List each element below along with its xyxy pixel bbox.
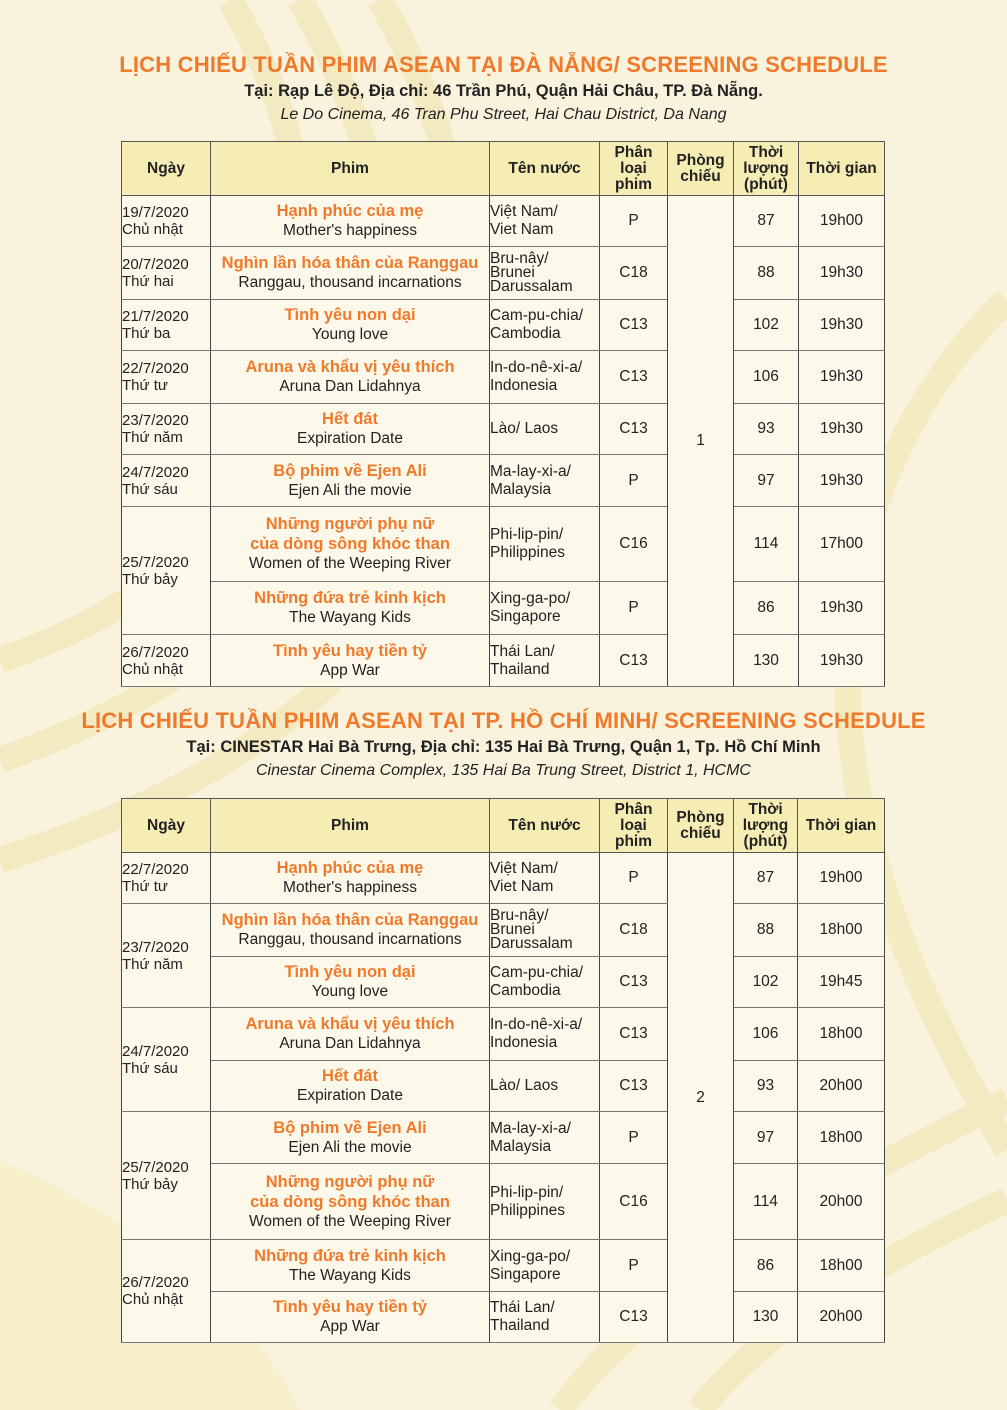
film-cell: Tình yêu non dại Young love bbox=[211, 300, 490, 351]
header-date: Ngày bbox=[122, 142, 211, 196]
film-cell: Tình yêu non dại Young love bbox=[211, 957, 490, 1008]
country-cell: Ma-lay-xi-a/ Malaysia bbox=[490, 1112, 600, 1164]
table-row bbox=[122, 455, 885, 507]
country-cell: Bru-nây/ Brunei Darussalam bbox=[490, 247, 600, 300]
class-cell: C13 bbox=[600, 635, 668, 687]
date-cell: 24/7/2020 Thứ sáu bbox=[122, 455, 211, 507]
duration-cell: 97 bbox=[734, 455, 799, 507]
class-cell: C13 bbox=[600, 957, 668, 1008]
duration-cell: 114 bbox=[734, 507, 799, 582]
duration-cell: 88 bbox=[734, 247, 799, 300]
country-cell: Xing-ga-po/ Singapore bbox=[490, 582, 600, 635]
table-row bbox=[122, 853, 885, 904]
time-cell: 20h00 bbox=[798, 1061, 885, 1112]
duration-cell: 102 bbox=[734, 957, 798, 1008]
film-cell: Tình yêu hay tiền tỷ App War bbox=[211, 635, 490, 687]
class-cell: C18 bbox=[600, 904, 668, 957]
duration-cell: 106 bbox=[734, 351, 799, 404]
country-cell: In-do-nê-xi-a/ Indonesia bbox=[490, 351, 600, 404]
table-row bbox=[122, 582, 885, 635]
header-duration: Thời lượng (phút) bbox=[734, 799, 798, 853]
country-cell: Phi-lip-pin/ Philippines bbox=[490, 1164, 600, 1240]
table-row bbox=[122, 404, 885, 455]
country-cell: Thái Lan/ Thailand bbox=[490, 635, 600, 687]
country-cell: Thái Lan/ Thailand bbox=[490, 1292, 600, 1343]
hcm-section bbox=[0, 707, 1007, 783]
duration-cell: 130 bbox=[734, 1292, 798, 1343]
danang-venue-en: Le Do Cinema, 46 Tran Phu Street, Hai Chau District, Da Nang bbox=[280, 106, 727, 123]
time-cell: 20h00 bbox=[798, 1292, 885, 1343]
country-cell: Ma-lay-xi-a/ Malaysia bbox=[490, 455, 600, 507]
time-cell: 18h00 bbox=[798, 904, 885, 957]
class-cell: P bbox=[600, 196, 668, 247]
header-film: Phim bbox=[211, 799, 490, 853]
table-row bbox=[122, 1061, 885, 1112]
class-cell: P bbox=[600, 582, 668, 635]
table-row bbox=[122, 300, 885, 351]
date-cell: 26/7/2020 Chủ nhật bbox=[122, 635, 211, 687]
film-cell: Nghìn lần hóa thân của Ranggau Ranggau, thousand incarnations bbox=[211, 247, 490, 300]
danang-title: LỊCH CHIẾU TUẦN PHIM ASEAN TẠI ĐÀ NẴNG/ SCREENING SCHEDULE bbox=[119, 52, 888, 77]
country-cell: Cam-pu-chia/ Cambodia bbox=[490, 300, 600, 351]
hcm-schedule-table bbox=[121, 798, 885, 1343]
class-cell: P bbox=[600, 1240, 668, 1292]
header-class: Phân loại phim bbox=[600, 799, 668, 853]
header-room: Phòng chiếu bbox=[668, 799, 734, 853]
country-cell: Bru-nây/ Brunei Darussalam bbox=[490, 904, 600, 957]
country-cell: Lào/ Laos bbox=[490, 1061, 600, 1112]
table-row bbox=[122, 1240, 885, 1292]
country-cell: Xing-ga-po/ Singapore bbox=[490, 1240, 600, 1292]
film-cell: Hạnh phúc của mẹ Mother's happiness bbox=[211, 196, 490, 247]
date-cell: 22/7/2020 Thứ tư bbox=[122, 853, 211, 904]
duration-cell: 114 bbox=[734, 1164, 798, 1240]
duration-cell: 93 bbox=[734, 1061, 798, 1112]
time-cell: 19h30 bbox=[799, 247, 885, 300]
table-row bbox=[122, 351, 885, 404]
time-cell: 19h00 bbox=[798, 853, 885, 904]
date-cell: 26/7/2020 Chủ nhật bbox=[122, 1240, 211, 1343]
class-cell: P bbox=[600, 455, 668, 507]
table-row bbox=[122, 957, 885, 1008]
table-header-row bbox=[122, 142, 885, 196]
danang-section bbox=[0, 51, 1007, 127]
header-country: Tên nước bbox=[490, 142, 600, 196]
table-row bbox=[122, 247, 885, 300]
date-cell: 24/7/2020 Thứ sáu bbox=[122, 1008, 211, 1112]
film-cell: Hết đát Expiration Date bbox=[211, 1061, 490, 1112]
duration-cell: 86 bbox=[734, 1240, 798, 1292]
class-cell: C13 bbox=[600, 1061, 668, 1112]
class-cell: C18 bbox=[600, 247, 668, 300]
date-cell: 25/7/2020 Thứ bảy bbox=[122, 507, 211, 635]
time-cell: 18h00 bbox=[798, 1240, 885, 1292]
film-cell: Những người phụ nữ của dòng sông khóc than Women of the Weeping River bbox=[211, 1164, 490, 1240]
film-cell: Hạnh phúc của mẹ Mother's happiness bbox=[211, 853, 490, 904]
time-cell: 19h30 bbox=[799, 455, 885, 507]
time-cell: 19h00 bbox=[799, 196, 885, 247]
class-cell: C13 bbox=[600, 1292, 668, 1343]
hcm-venue-en: Cinestar Cinema Complex, 135 Hai Ba Trung Street, District 1, HCMC bbox=[256, 762, 751, 779]
table-row bbox=[122, 1164, 885, 1240]
duration-cell: 86 bbox=[734, 582, 799, 635]
time-cell: 19h30 bbox=[799, 351, 885, 404]
duration-cell: 87 bbox=[734, 196, 799, 247]
date-cell: 25/7/2020 Thứ bảy bbox=[122, 1112, 211, 1240]
danang-venue: Tại: Rạp Lê Độ, Địa chỉ: 46 Trần Phú, Quận Hải Châu, TP. Đà Nẵng. bbox=[244, 82, 763, 100]
header-time: Thời gian bbox=[798, 799, 885, 853]
class-cell: C13 bbox=[600, 1008, 668, 1061]
film-cell: Những đứa trẻ kinh kịch The Wayang Kids bbox=[211, 582, 490, 635]
film-cell: Aruna và khẩu vị yêu thích Aruna Dan Lidahnya bbox=[211, 351, 490, 404]
time-cell: 18h00 bbox=[798, 1008, 885, 1061]
duration-cell: 106 bbox=[734, 1008, 798, 1061]
duration-cell: 97 bbox=[734, 1112, 798, 1164]
room-cell: 1 bbox=[668, 196, 734, 687]
country-cell: Cam-pu-chia/ Cambodia bbox=[490, 957, 600, 1008]
class-cell: C13 bbox=[600, 351, 668, 404]
header-date: Ngày bbox=[122, 799, 211, 853]
date-cell: 22/7/2020 Thứ tư bbox=[122, 351, 211, 404]
film-cell: Aruna và khẩu vị yêu thích Aruna Dan Lidahnya bbox=[211, 1008, 490, 1061]
duration-cell: 88 bbox=[734, 904, 798, 957]
country-cell: Lào/ Laos bbox=[490, 404, 600, 455]
film-cell: Những đứa trẻ kinh kịch The Wayang Kids bbox=[211, 1240, 490, 1292]
table-row bbox=[122, 196, 885, 247]
table-row bbox=[122, 1008, 885, 1061]
class-cell: C16 bbox=[600, 1164, 668, 1240]
time-cell: 19h45 bbox=[798, 957, 885, 1008]
duration-cell: 102 bbox=[734, 300, 799, 351]
class-cell: C13 bbox=[600, 300, 668, 351]
film-cell: Bộ phim về Ejen Ali Ejen Ali the movie bbox=[211, 1112, 490, 1164]
header-film: Phim bbox=[211, 142, 490, 196]
film-cell: Hết đát Expiration Date bbox=[211, 404, 490, 455]
film-cell: Tình yêu hay tiền tỷ App War bbox=[211, 1292, 490, 1343]
class-cell: P bbox=[600, 1112, 668, 1164]
date-cell: 23/7/2020 Thứ năm bbox=[122, 404, 211, 455]
date-cell: 23/7/2020 Thứ năm bbox=[122, 904, 211, 1008]
duration-cell: 130 bbox=[734, 635, 799, 687]
country-cell: In-do-nê-xi-a/ Indonesia bbox=[490, 1008, 600, 1061]
class-cell: C13 bbox=[600, 404, 668, 455]
country-cell: Việt Nam/ Viet Nam bbox=[490, 196, 600, 247]
duration-cell: 87 bbox=[734, 853, 798, 904]
time-cell: 18h00 bbox=[798, 1112, 885, 1164]
table-row bbox=[122, 1112, 885, 1164]
date-cell: 21/7/2020 Thứ ba bbox=[122, 300, 211, 351]
film-cell: Bộ phim về Ejen Ali Ejen Ali the movie bbox=[211, 455, 490, 507]
header-duration: Thời lượng (phút) bbox=[734, 142, 799, 196]
film-cell: Nghìn lần hóa thân của Ranggau Ranggau, thousand incarnations bbox=[211, 904, 490, 957]
class-cell: C16 bbox=[600, 507, 668, 582]
hcm-venue: Tại: CINESTAR Hai Bà Trưng, Địa chỉ: 135 Hai Bà Trưng, Quận 1, Tp. Hồ Chí Minh bbox=[186, 738, 821, 756]
header-class: Phân loại phim bbox=[600, 142, 668, 196]
time-cell: 19h30 bbox=[799, 582, 885, 635]
time-cell: 19h30 bbox=[799, 300, 885, 351]
date-cell: 19/7/2020 Chủ nhật bbox=[122, 196, 211, 247]
table-header-row bbox=[122, 799, 885, 853]
time-cell: 17h00 bbox=[799, 507, 885, 582]
header-room: Phòng chiếu bbox=[668, 142, 734, 196]
danang-schedule-table bbox=[121, 141, 885, 687]
table-row bbox=[122, 904, 885, 957]
duration-cell: 93 bbox=[734, 404, 799, 455]
header-time: Thời gian bbox=[799, 142, 885, 196]
date-cell: 20/7/2020 Thứ hai bbox=[122, 247, 211, 300]
header-country: Tên nước bbox=[490, 799, 600, 853]
country-cell: Việt Nam/ Viet Nam bbox=[490, 853, 600, 904]
country-cell: Phi-lip-pin/ Philippines bbox=[490, 507, 600, 582]
hcm-title: LỊCH CHIẾU TUẦN PHIM ASEAN TẠI TP. HỒ CHÍ MINH/ SCREENING SCHEDULE bbox=[81, 708, 926, 733]
time-cell: 20h00 bbox=[798, 1164, 885, 1240]
room-cell: 2 bbox=[668, 853, 734, 1343]
film-cell: Những người phụ nữ của dòng sông khóc than Women of the Weeping River bbox=[211, 507, 490, 582]
time-cell: 19h30 bbox=[799, 404, 885, 455]
class-cell: P bbox=[600, 853, 668, 904]
time-cell: 19h30 bbox=[799, 635, 885, 687]
table-row bbox=[122, 635, 885, 687]
table-row bbox=[122, 507, 885, 582]
table-row bbox=[122, 1292, 885, 1343]
